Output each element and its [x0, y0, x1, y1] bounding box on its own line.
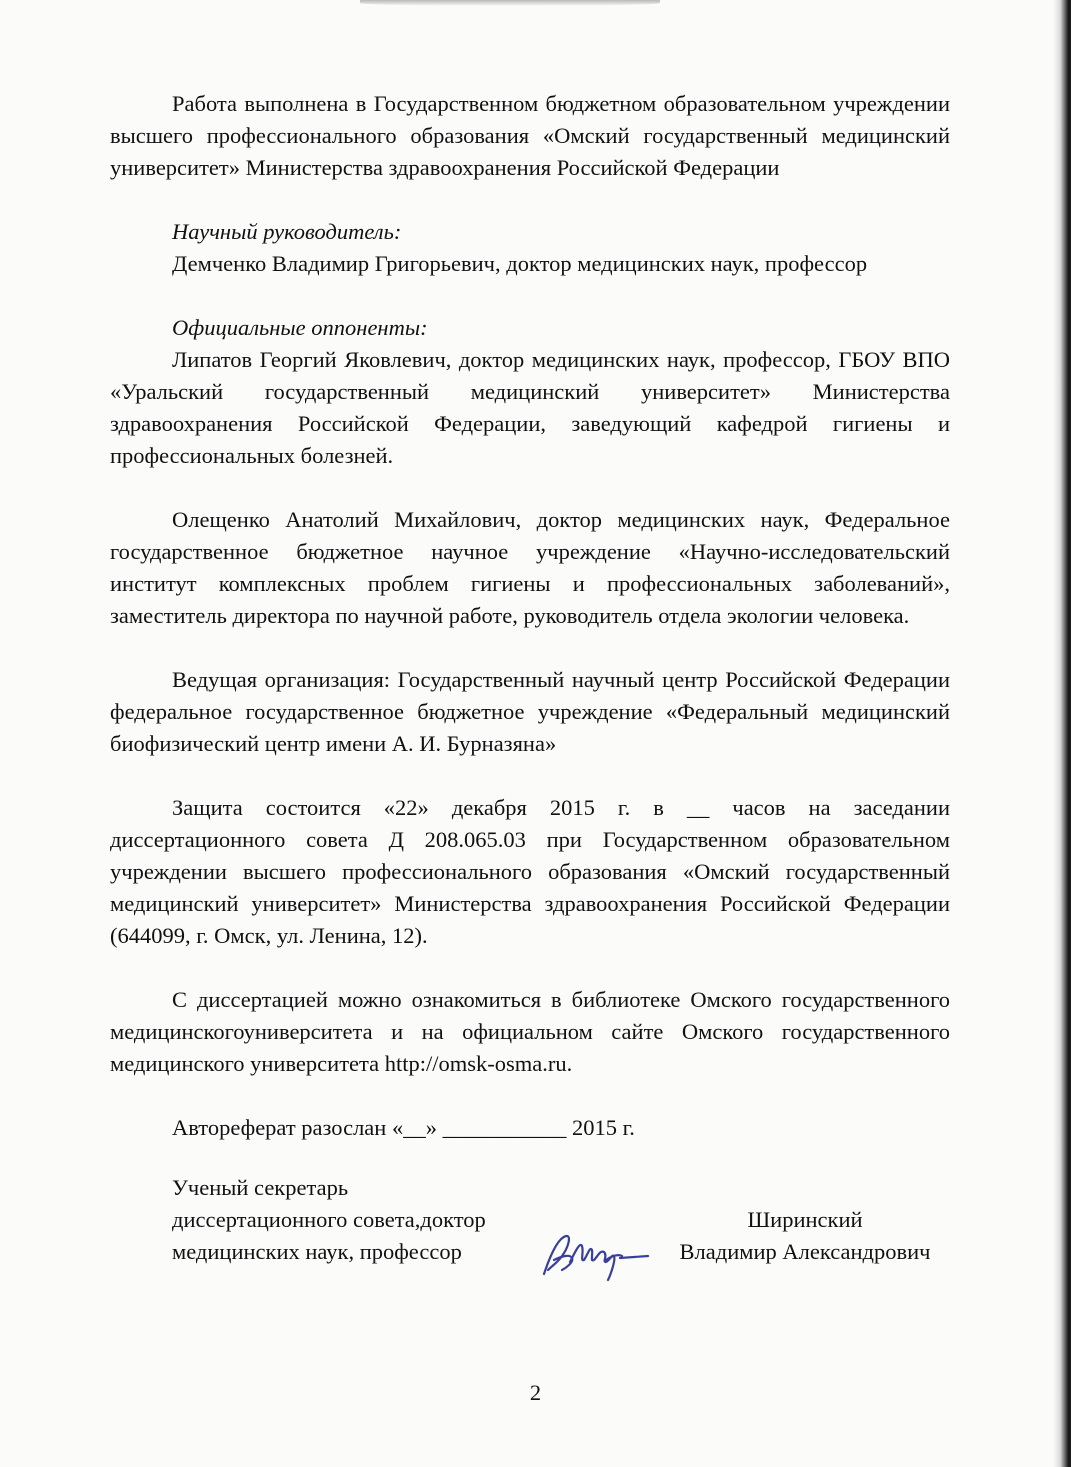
supervisor-label: Научный руководитель: [172, 219, 402, 244]
paragraph-leading-org: Ведущая организация: Государственный научный центр Российской Федерации федеральное государственное бюджетное учреждение «Федеральный медицинский биофизический центр имени А. И. Бурназяна» [110, 667, 950, 756]
paragraph-opponent-2: Олещенко Анатолий Михайлович, доктор медицинских наук, Федеральное государственное бюджетное научное учреждение «Научно-исследовательский институт комплексных проблем гигиены и профессиональных заболеваний», заместитель директора по научной работе, руководитель отдела экологии человека. [110, 507, 950, 628]
handwritten-signature [536, 1226, 656, 1282]
paragraph-defense: Защита состоится «22» декабря 2015 г. в __ часов на заседании диссертационного совета Д 208.065.03 при Государственном образовательном учреждении высшего профессионального образования «Омский государственный медицинский университет» Министерства здравоохранения Российской Федерации (644099, г. Омск, ул. Ленина, 12). [110, 795, 950, 948]
sent-out-line: Автореферат разослан «__» ___________ 2015 г. [172, 1115, 635, 1140]
supervisor-name: Демченко Владимир Григорьевич, доктор медицинских наук, профессор [172, 251, 868, 276]
secretary-title-line-3: медицинских наук, профессор [172, 1239, 462, 1264]
scan-shadow-top [360, 0, 660, 6]
secretary-title [172, 1172, 532, 1268]
page-number: 2 [529, 1380, 542, 1405]
opponents-label: Официальные оппоненты: [172, 315, 428, 340]
document-body [110, 88, 950, 1282]
secretary-title-line-1: Ученый секретарь [172, 1175, 349, 1200]
secretary-given-names: Владимир Александрович [679, 1239, 931, 1264]
secretary-name [660, 1204, 950, 1268]
paragraph-opponent-1: Липатов Георгий Яковлевич, доктор медицинских наук, профессор, ГБОУ ВПО «Уральский государственный медицинский университет» Министерства здравоохранения Российской Федерации, заведующий кафедрой гигиены и профессиональных болезней. [110, 347, 950, 468]
paragraph-library: С диссертацией можно ознакомиться в библиотеке Омского государственного медицинскогоуниверситета и на официальном сайте Омского государственного медицинского университета http://omsk-osma.ru. [110, 987, 950, 1076]
paragraph-work-done: Работа выполнена в Государственном бюджетном образовательном учреждении высшего профессионального образования «Омский государственный медицинский университет» Министерства здравоохранения Российской Федерации [110, 91, 950, 180]
secretary-surname: Ширинский [747, 1207, 863, 1232]
signature-block [110, 1172, 950, 1282]
scan-edge-right [1053, 0, 1071, 1467]
secretary-title-line-2: диссертационного совета,доктор [172, 1207, 486, 1232]
